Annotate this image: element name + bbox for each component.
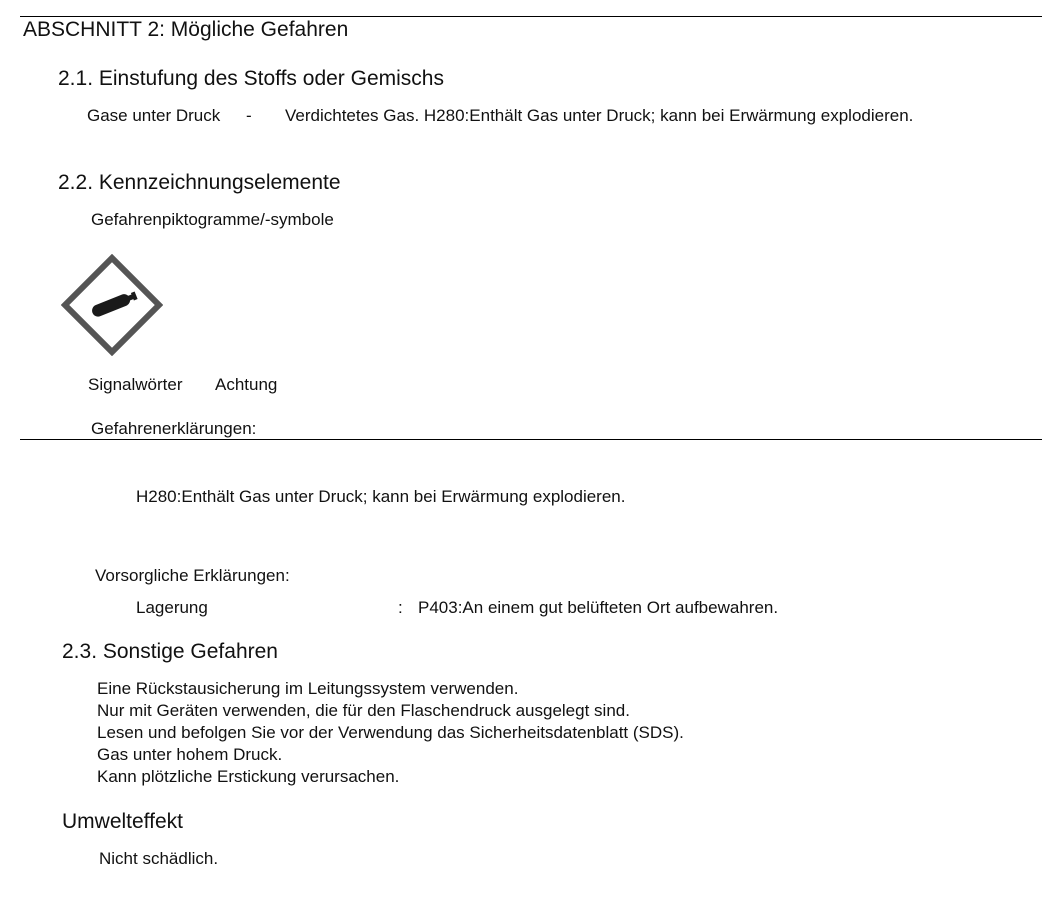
hazard-class-label: Gase unter Druck (87, 106, 221, 125)
precautionary-label: Vorsorgliche Erklärungen: (95, 566, 290, 585)
hazard-statements-label: Gefahrenerklärungen: (91, 419, 257, 438)
environment-text: Nicht schädlich. (99, 849, 219, 868)
environment-heading: Umwelteffekt (62, 810, 183, 833)
classification-heading: 2.1. Einstufung des Stoffs oder Gemischs (58, 67, 444, 90)
page-break-rule (20, 439, 1042, 440)
signal-word-label: Signalwörter (88, 375, 183, 394)
signal-word-value: Achtung (215, 375, 278, 394)
list-item: Lesen und befolgen Sie vor der Verwendung das Sicherheitsdatenblatt (SDS). (97, 723, 684, 742)
list-item: Nur mit Geräten verwenden, die für den Flaschendruck ausgelegt sind. (97, 701, 630, 720)
gas-cylinder-icon (61, 254, 163, 356)
storage-label: Lagerung (136, 598, 208, 617)
storage-value: P403:An einem gut belüfteten Ort aufbewahren. (418, 598, 779, 617)
pictograms-label: Gefahrenpiktogramme/-symbole (91, 210, 334, 229)
top-rule (20, 16, 1042, 17)
list-item: Kann plötzliche Erstickung verursachen. (97, 767, 400, 786)
hazard-class-text: Verdichtetes Gas. H280:Enthält Gas unter Druck; kann bei Erwärmung explodieren. (285, 106, 914, 125)
ghs-pictogram (61, 254, 163, 356)
list-item: Gas unter hohem Druck. (97, 745, 283, 764)
hazard-class-separator: - (246, 106, 252, 125)
list-item: Eine Rückstausicherung im Leitungssystem verwenden. (97, 679, 519, 698)
other-hazards-heading: 2.3. Sonstige Gefahren (62, 640, 278, 663)
label-elements-heading: 2.2. Kennzeichnungselemente (58, 171, 341, 194)
section-title: ABSCHNITT 2: Mögliche Gefahren (23, 18, 349, 41)
hazard-statement: H280:Enthält Gas unter Druck; kann bei Erwärmung explodieren. (136, 487, 626, 506)
storage-colon: : (398, 598, 403, 617)
other-hazards-list (97, 678, 684, 788)
